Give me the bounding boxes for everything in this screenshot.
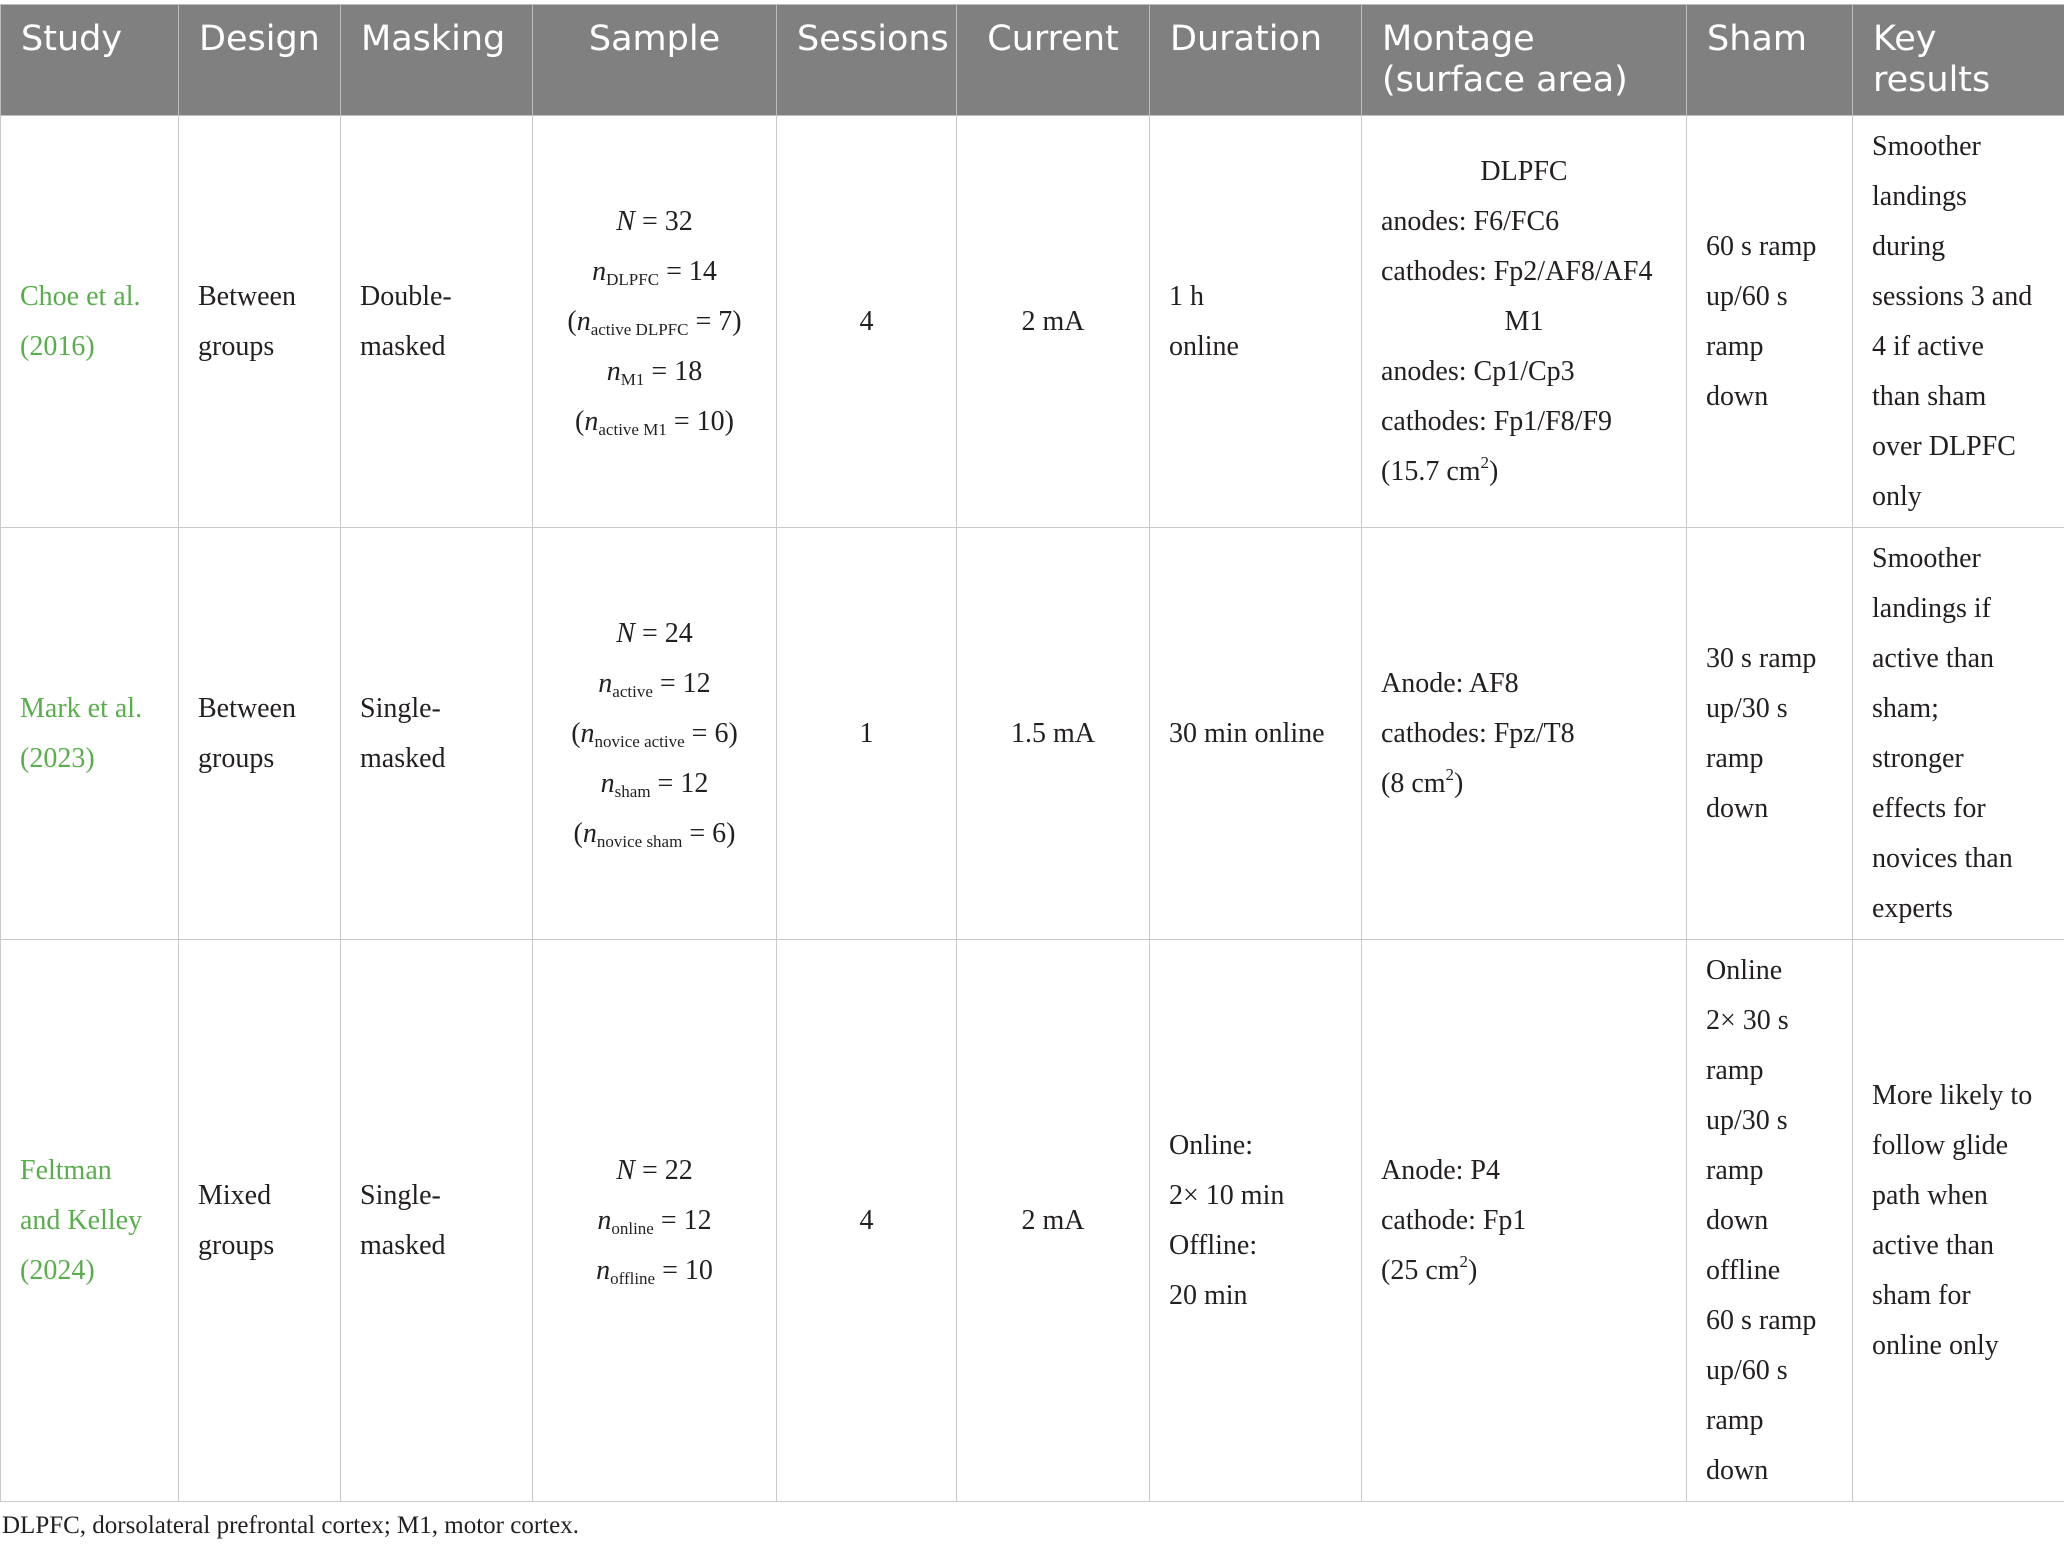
sham-line: Online bbox=[1706, 954, 1783, 986]
key-results-line: active than bbox=[1872, 1229, 1995, 1261]
sample-line: N = 24 bbox=[616, 617, 693, 649]
sample-line: N = 22 bbox=[616, 1154, 693, 1186]
duration-cell bbox=[1150, 940, 1362, 1502]
montage-line: cathode: Fp1 bbox=[1381, 1204, 1527, 1236]
montage-line: anodes: Cp1/Cp3 bbox=[1381, 355, 1575, 387]
design-line: Mixed bbox=[198, 1179, 272, 1211]
montage-cell bbox=[1362, 528, 1687, 940]
sample-line: $n_{online} = 12$ bbox=[597, 1204, 712, 1238]
design-cell bbox=[179, 940, 341, 1502]
sham-line: down bbox=[1706, 792, 1769, 824]
sham-line: 60 s ramp bbox=[1706, 230, 1817, 262]
study-link-year[interactable]: (2023) bbox=[20, 742, 95, 774]
design-line: groups bbox=[198, 742, 275, 774]
study-cell[interactable] bbox=[1, 940, 179, 1502]
header-design: Design bbox=[179, 5, 341, 116]
masking-line: Single- bbox=[360, 1179, 441, 1211]
sample-line: $(n_{active M1} = 10)$ bbox=[575, 405, 734, 439]
key-results-line: active than bbox=[1872, 642, 1995, 674]
key-results-line: effects for bbox=[1872, 792, 1986, 824]
key-results-line: follow glide bbox=[1872, 1129, 2009, 1161]
sham-line: ramp bbox=[1706, 1404, 1764, 1436]
sham-cell bbox=[1687, 528, 1853, 940]
current-cell: 2 mA bbox=[957, 940, 1150, 1502]
key-results-line: Smoother bbox=[1872, 542, 1981, 574]
sample-line: $n_{DLPFC} = 14$ bbox=[592, 255, 717, 289]
sample-cell bbox=[533, 940, 777, 1502]
key-results-line: online only bbox=[1872, 1329, 1999, 1361]
study-link[interactable]: Feltman bbox=[20, 1154, 112, 1186]
studies-table bbox=[0, 4, 2064, 1502]
sample-line: $n_{offline} = 10$ bbox=[596, 1254, 713, 1288]
header-row bbox=[1, 5, 2064, 116]
key-results-line: stronger bbox=[1872, 742, 1964, 774]
header-key-line1: Key bbox=[1873, 19, 1937, 59]
sample-line: $(n_{novice sham} = 6)$ bbox=[573, 817, 736, 851]
header-key-results bbox=[1853, 5, 2064, 116]
sham-line: 2× 30 s bbox=[1706, 1004, 1789, 1036]
header-key-line2: results bbox=[1873, 60, 1991, 100]
sham-line: down bbox=[1706, 380, 1769, 412]
sham-line: up/60 s bbox=[1706, 1354, 1788, 1386]
design-line: Between bbox=[198, 692, 296, 724]
sample-line: $(n_{novice active} = 6)$ bbox=[571, 717, 738, 751]
header-current: Current bbox=[957, 5, 1150, 116]
header-montage bbox=[1362, 5, 1687, 116]
duration-line: 1 h bbox=[1169, 280, 1204, 312]
sham-line: up/30 s bbox=[1706, 692, 1788, 724]
montage-line: cathodes: Fp2/AF8/AF4 bbox=[1381, 255, 1653, 287]
sample-line: $(n_{active DLPFC} = 7)$ bbox=[567, 305, 742, 339]
sham-line: ramp bbox=[1706, 1154, 1764, 1186]
design-line: groups bbox=[198, 1229, 275, 1261]
sample-line: $n_{active} = 12$ bbox=[598, 667, 711, 701]
duration-line: 2× 10 min bbox=[1169, 1179, 1285, 1211]
montage-line: cathodes: Fpz/T8 bbox=[1381, 717, 1575, 749]
masking-cell bbox=[341, 116, 533, 528]
masking-cell bbox=[341, 528, 533, 940]
key-results-line: only bbox=[1872, 480, 1922, 512]
key-results-line: during bbox=[1872, 230, 1946, 262]
header-duration: Duration bbox=[1150, 5, 1362, 116]
key-results-line: than sham bbox=[1872, 380, 1987, 412]
sham-cell bbox=[1687, 940, 1853, 1502]
study-link[interactable]: and Kelley bbox=[20, 1204, 143, 1236]
duration-cell: 30 min online bbox=[1150, 528, 1362, 940]
key-results-line: sham; bbox=[1872, 692, 1939, 724]
sham-line: 60 s ramp bbox=[1706, 1304, 1817, 1336]
sham-line: down bbox=[1706, 1204, 1769, 1236]
header-sample: Sample bbox=[533, 5, 777, 116]
sham-line: ramp bbox=[1706, 330, 1764, 362]
header-sham: Sham bbox=[1687, 5, 1853, 116]
duration-line: 20 min bbox=[1169, 1279, 1248, 1311]
design-line: groups bbox=[198, 330, 275, 362]
sham-line: up/30 s bbox=[1706, 1104, 1788, 1136]
table-footnote: DLPFC, dorsolateral prefrontal cortex; M1, motor cortex. bbox=[2, 1512, 579, 1539]
key-results-cell bbox=[1853, 116, 2064, 528]
key-results-line: Smoother bbox=[1872, 130, 1981, 162]
key-results-line: experts bbox=[1872, 892, 1953, 924]
montage-line: DLPFC bbox=[1480, 155, 1568, 187]
sessions-cell: 4 bbox=[777, 940, 957, 1502]
sample-cell bbox=[533, 116, 777, 528]
key-results-line: sessions 3 and bbox=[1872, 280, 2033, 312]
key-results-line: More likely to bbox=[1872, 1079, 2033, 1111]
montage-line: Anode: P4 bbox=[1381, 1154, 1500, 1186]
key-results-line: over DLPFC bbox=[1872, 430, 2016, 462]
design-line: Between bbox=[198, 280, 296, 312]
header-sessions: Sessions bbox=[777, 5, 957, 116]
montage-area: (25 $cm^2$) bbox=[1381, 1251, 1478, 1286]
design-cell bbox=[179, 116, 341, 528]
study-link[interactable]: Mark et al. bbox=[20, 692, 143, 724]
sample-line: N = 32 bbox=[616, 205, 693, 237]
masking-line: masked bbox=[360, 742, 446, 774]
sham-line: down bbox=[1706, 1454, 1769, 1486]
sham-line: 30 s ramp bbox=[1706, 642, 1817, 674]
study-link[interactable]: Choe et al. bbox=[20, 280, 141, 312]
montage-cell bbox=[1362, 116, 1687, 528]
sham-line: up/60 s bbox=[1706, 280, 1788, 312]
montage-area: (15.7 $cm^2$) bbox=[1381, 452, 1499, 487]
duration-line: online bbox=[1169, 330, 1239, 362]
design-cell bbox=[179, 528, 341, 940]
key-results-line: landings if bbox=[1872, 592, 1991, 624]
montage-cell bbox=[1362, 940, 1687, 1502]
masking-line: Single- bbox=[360, 692, 441, 724]
current-cell: 2 mA bbox=[957, 116, 1150, 528]
key-results-line: novices than bbox=[1872, 842, 2013, 874]
header-montage-line2: (surface area) bbox=[1382, 60, 1628, 100]
study-cell[interactable] bbox=[1, 528, 179, 940]
sample-cell bbox=[533, 528, 777, 940]
key-results-line: path when bbox=[1872, 1179, 1988, 1211]
current-cell: 1.5 mA bbox=[957, 528, 1150, 940]
sessions-cell: 4 bbox=[777, 116, 957, 528]
study-link-year[interactable]: (2024) bbox=[20, 1254, 95, 1286]
sample-line: $n_{sham} = 12$ bbox=[600, 767, 709, 801]
sham-line: ramp bbox=[1706, 742, 1764, 774]
key-results-cell bbox=[1853, 528, 2064, 940]
masking-cell bbox=[341, 940, 533, 1502]
header-study: Study bbox=[1, 5, 179, 116]
key-results-cell bbox=[1853, 940, 2064, 1502]
table-row bbox=[1, 116, 2064, 528]
sham-line: offline bbox=[1706, 1254, 1781, 1286]
montage-line: M1 bbox=[1504, 305, 1544, 337]
masking-line: masked bbox=[360, 1229, 446, 1261]
montage-line: Anode: AF8 bbox=[1381, 667, 1519, 699]
study-link-year[interactable]: (2016) bbox=[20, 330, 95, 362]
key-results-line: sham for bbox=[1872, 1279, 1971, 1311]
montage-line: cathodes: Fp1/F8/F9 bbox=[1381, 405, 1613, 437]
key-results-line: 4 if active bbox=[1872, 330, 1984, 362]
table-row bbox=[1, 528, 2064, 940]
masking-line: Double- bbox=[360, 280, 452, 312]
montage-line: anodes: F6/FC6 bbox=[1381, 205, 1560, 237]
duration-line: Online: bbox=[1169, 1129, 1253, 1161]
header-montage-line1: Montage bbox=[1382, 19, 1535, 59]
sham-line: ramp bbox=[1706, 1054, 1764, 1086]
key-results-line: landings bbox=[1872, 180, 1967, 212]
duration-line: Offline: bbox=[1169, 1229, 1258, 1261]
sham-cell bbox=[1687, 116, 1853, 528]
sample-line: $n_{M1} = 18$ bbox=[606, 355, 703, 389]
masking-line: masked bbox=[360, 330, 446, 362]
study-cell[interactable] bbox=[1, 116, 179, 528]
montage-area: (8 $cm^2$) bbox=[1381, 764, 1464, 799]
sessions-cell: 1 bbox=[777, 528, 957, 940]
duration-cell bbox=[1150, 116, 1362, 528]
header-masking: Masking bbox=[341, 5, 533, 116]
table-row bbox=[1, 940, 2064, 1502]
